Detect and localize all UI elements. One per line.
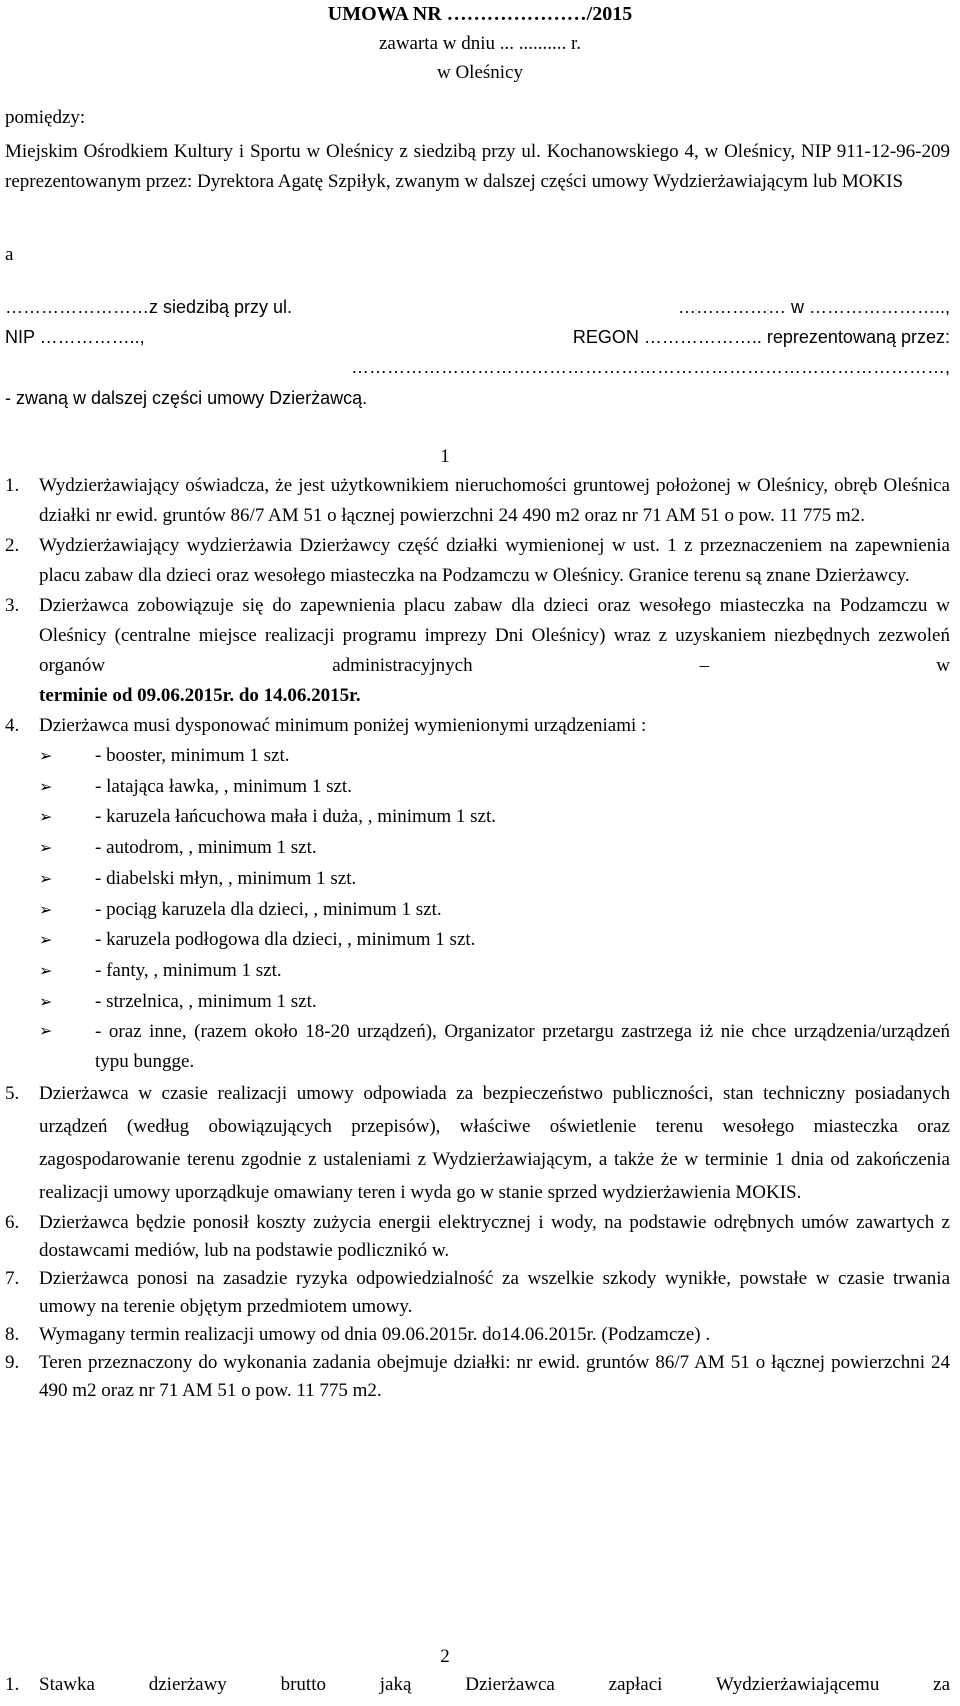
- clause-6: [5, 1209, 950, 1265]
- party-two-line-2: [5, 325, 950, 351]
- clause-text-wrapper: [39, 591, 950, 711]
- section-1-heading: 1: [440, 446, 450, 467]
- arrow-bullet-icon: ➢: [39, 840, 53, 858]
- clause-number: 9.: [5, 1351, 20, 1373]
- clause-number: 5.: [5, 1082, 20, 1104]
- list-item: [5, 833, 950, 864]
- party-two-address-a: ……………………z siedzibą przy ul.: [5, 297, 293, 317]
- party-one-paragraph: Miejskim Ośrodkiem Kultury i Sportu w Oleśnicy z siedzibą przy ul. Kochanowskiego 4, w Oleśnicy, NIP 911-12-96-209 reprezentowanym przez: Dyrektora Agatę Szpiłyk, zwanym w dalszej części umowy Wydzierżawiającym lub MOKIS: [5, 141, 950, 192]
- list-item: [5, 1017, 950, 1076]
- equipment-text: - latająca ławka, , minimum 1 szt.: [95, 775, 352, 797]
- equipment-text: - booster, minimum 1 szt.: [95, 745, 290, 766]
- contract-date-line: zawarta w dniu ... .......... r.: [378, 33, 582, 54]
- equipment-text: - karuzela łańcuchowa mała i duża, , minimum 1 szt.: [95, 806, 496, 828]
- party-two-address-b: ……………… w …………………..,: [677, 297, 950, 317]
- clause-text: Dzierżawca musi dysponować minimum poniżej wymienionymi urządzeniami :: [39, 715, 647, 736]
- equipment-list: [5, 741, 950, 1077]
- arrow-bullet-icon: ➢: [39, 932, 53, 950]
- clause-text: Teren przeznaczony do wykonania zadania obejmuje działki: nr ewid. gruntów 86/7 AM 51 o łącznej powierzchni 24 490 m2 oraz nr 71 AM 51 o pow. 11 775 m2.: [39, 1351, 950, 1401]
- clause-number: 3.: [5, 595, 20, 616]
- clause-number: 7.: [5, 1267, 20, 1289]
- list-item: [5, 956, 950, 987]
- and-label: a: [5, 244, 14, 265]
- arrow-bullet-icon: ➢: [39, 1023, 53, 1041]
- clause-4: [5, 711, 950, 741]
- contract-header: [0, 0, 960, 87]
- equipment-text: - oraz inne, (razem około 18-20 urządzeń), Organizator przetargu zastrzega iż nie chce urządzenia/urządzeń typu bungge.: [95, 1021, 950, 1073]
- clause-number: 1.: [5, 475, 20, 496]
- clause-text: Wymagany termin realizacji umowy od dnia 09.06.2015r. do14.06.2015r. (Podzamcze) .: [39, 1323, 711, 1345]
- party-two-line-1: [5, 295, 950, 321]
- clause-text: Stawka dzierżawy brutto jaką Dzierżawca zapłaci Wydzierżawiającemu za: [39, 1674, 950, 1695]
- arrow-bullet-icon: ➢: [39, 778, 53, 796]
- party-two-alias: - zwaną w dalszej części umowy Dzierżawcą.: [5, 388, 368, 408]
- list-item: [5, 802, 950, 833]
- list-item: [5, 864, 950, 895]
- clause-deadline: terminie od 09.06.2015r. do 14.06.2015r.: [39, 685, 361, 706]
- equipment-text: - diabelski młyn, , minimum 1 szt.: [95, 867, 357, 889]
- section-2-heading: 2: [440, 1646, 450, 1667]
- clause-7: [5, 1265, 950, 1321]
- list-item: [5, 895, 950, 926]
- party-two-nip: NIP ……………..,: [5, 327, 145, 347]
- clause-9: [5, 1349, 950, 1405]
- between-label: pomiędzy:: [5, 107, 86, 128]
- arrow-bullet-icon: ➢: [39, 993, 53, 1011]
- clause-number: 4.: [5, 715, 20, 736]
- arrow-bullet-icon: ➢: [39, 870, 53, 888]
- equipment-text: - fanty, , minimum 1 szt.: [95, 959, 282, 981]
- clause-text: Dzierżawca w czasie realizacji umowy odpowiada za bezpieczeństwo publiczności, stan techniczny posiadanych urządzeń (według obowiązujących przepisów), właściwe oświetlenie terenu wesołego miasteczka oraz zagospodarowanie terenu zgodnie z ustaleniami z Wydzierżawiającym, a także że w terminie 1 dnia od zakończenia realizacji umowy uporządkuje omawiany teren i wyda go w stanie sprzed wydzierżawienia MOKIS.: [39, 1082, 950, 1203]
- list-item: [5, 925, 950, 956]
- clause-text: Dzierżawca będzie ponosił koszty zużycia energii elektrycznej i wody, na podstawie odrębnych umów zawartych z dostawcami mediów, lub na podstawie podlicznikó w.: [39, 1211, 950, 1261]
- clause-text: Dzierżawca zobowiązuje się do zapewnienia placu zabaw dla dzieci oraz wesołego miasteczka na Podzamczu w Oleśnicy (centralne miejsce realizacji programu imprezy Dni Oleśnicy) wraz z uzyskaniem niezbędnych zezwoleń organów administracyjnych – w: [39, 595, 950, 676]
- clause-number: 8.: [5, 1323, 20, 1345]
- equipment-text: - autodrom, , minimum 1 szt.: [95, 837, 317, 859]
- party-two-regon: REGON ……………….. reprezentowaną przez:: [572, 327, 950, 347]
- clause-2: [5, 531, 950, 591]
- equipment-text: - karuzela podłogowa dla dzieci, , minimum 1 szt.: [95, 929, 476, 951]
- clause-8: [5, 1321, 950, 1349]
- clause-number: 1.: [5, 1674, 20, 1695]
- list-item: [5, 772, 950, 803]
- contract-title: UMOWA NR …………………/2015: [327, 3, 633, 25]
- contract-place-line: w Oleśnicy: [436, 62, 523, 83]
- arrow-bullet-icon: ➢: [39, 962, 53, 980]
- clause-1: [5, 471, 950, 531]
- arrow-bullet-icon: ➢: [39, 901, 53, 919]
- clause-5: [5, 1077, 950, 1209]
- arrow-bullet-icon: ➢: [39, 748, 53, 765]
- clause-text: Wydzierżawiający wydzierżawia Dzierżawcy część działki wymienionej w ust. 1 z przeznaczeniem na zapewnienia placu zabaw dla dzieci oraz wesołego miasteczka na Podzamczu w Oleśnicy. Granice terenu są znane Dzierżawcy.: [39, 535, 950, 586]
- equipment-text: - pociąg karuzela dla dzieci, , minimum 1 szt.: [95, 898, 442, 920]
- list-item: [5, 987, 950, 1018]
- clause-text: Wydzierżawiający oświadcza, że jest użytkownikiem nieruchomości gruntowej położonej w Oleśnicy, obręb Oleśnica działki nr ewid. gruntów 86/7 AM 51 o łącznej powierzchni 24 490 m2 oraz nr 71 AM 51 o pow. 11 775 m2.: [39, 475, 950, 526]
- equipment-text: - strzelnica, , minimum 1 szt.: [95, 990, 317, 1012]
- list-item: [5, 741, 950, 772]
- clause-number: 6.: [5, 1211, 20, 1233]
- clause-number: 2.: [5, 535, 20, 556]
- clause-3: [5, 591, 950, 711]
- section-1-items: [5, 471, 950, 1405]
- arrow-bullet-icon: ➢: [39, 809, 53, 827]
- clause-text: Dzierżawca ponosi na zasadzie ryzyka odpowiedzialność za wszelkie szkody wynikłe, powstałe w czasie trwania umowy na terenie objętym przedmiotem umowy.: [39, 1267, 950, 1317]
- section-2-clause-1: [5, 1671, 950, 1698]
- party-two-representative: ………………………………………………………………………………………,: [350, 357, 950, 377]
